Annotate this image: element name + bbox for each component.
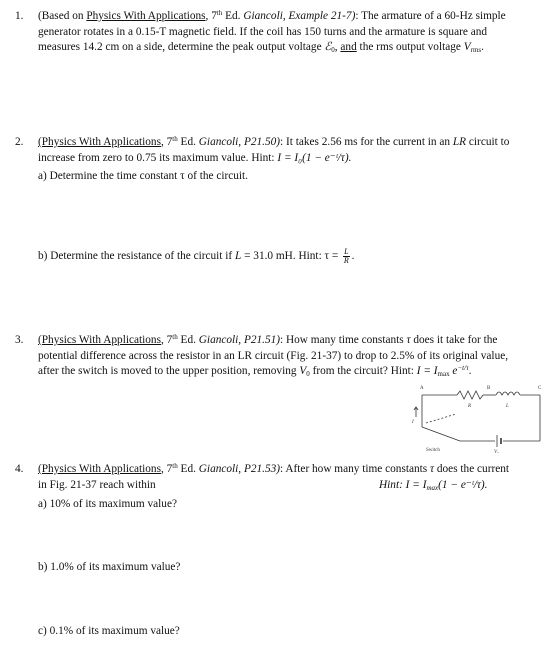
- switch-upper-path: [426, 414, 456, 423]
- hint-formula: I = I: [416, 365, 438, 377]
- question-2a: a) Determine the time constant τ of the circuit.: [38, 170, 249, 182]
- question-number: 1.: [15, 10, 24, 22]
- source-reference: Giancoli, Example 21-7): [243, 10, 356, 22]
- label-a: A: [420, 386, 424, 391]
- question-2b: b) Determine the resistance of the circuit if L = 31.0 mH. Hint: τ = $\frac{L}{R}$ .: [38, 247, 355, 265]
- source-reference: Giancoli, P21.51): [198, 334, 281, 346]
- battery-symbol: [497, 435, 501, 447]
- label-r: R: [468, 404, 472, 409]
- fraction-l-over-r: $\frac{L}{R}$: [343, 247, 349, 265]
- source-reference: Giancoli, P21.50): [198, 136, 281, 148]
- current-arrow: [414, 407, 418, 417]
- question-4c: c) 0.1% of its maximum value?: [38, 625, 180, 637]
- label-i: I: [412, 420, 414, 425]
- question-text: (Physics With Applications, 7th Ed. Giancoli, P21.51): How many time constants τ does it take for the potential difference across the resistor in an LR circuit (Fig. 21-37) to drop to 2.5% of its original value, after the switch is moved to the upper position, removing $V_0$ from the circuit? Hint: $I = I_{max}$ $e^{-t/\tau}$.: [38, 333, 509, 378]
- label-v0: V₀: [494, 450, 499, 453]
- hint-formula: Hint: $I = I_{max}(1$ − e⁻ᵗ/τ).: [379, 479, 488, 492]
- label-c: C: [538, 386, 542, 391]
- circuit-svg: [412, 383, 544, 453]
- question-number: 2.: [15, 136, 24, 148]
- question-text: (Physics With Applications, 7th Ed. Giancoli, P21.50): It takes 2.56 ms for the current in an LR circuit to increase from zero to 0.75 its maximum value. Hint: I = I₀(1 − e⁻ᵗ/τ).: [38, 135, 510, 164]
- question-text: (Physics With Applications, 7th Ed. Giancoli, P21.53): After how many time constants τ does the current in Fig. 21-37 reach within: [38, 462, 510, 491]
- question-4a: a) 10% of its maximum value?: [38, 498, 177, 510]
- label-l: L: [506, 404, 509, 409]
- source-reference: Giancoli, P21.53): [198, 463, 281, 475]
- label-switch: Switch: [426, 448, 440, 453]
- book-title: Physics With Applications: [86, 10, 206, 22]
- book-title: (Physics With Applications: [38, 334, 161, 346]
- resistor-symbol: [457, 391, 483, 399]
- switch-blade: [422, 427, 460, 441]
- book-title: (Physics With Applications: [38, 463, 161, 475]
- circuit-diagram: [412, 383, 544, 453]
- book-title: (Physics With Applications: [38, 136, 161, 148]
- hint-formula: I = I₀(1 − e⁻ᵗ/τ).: [277, 151, 352, 164]
- question-number: 3.: [15, 334, 24, 346]
- question-number: 4.: [15, 463, 24, 475]
- question-text: (Based on Physics With Applications, 7th Ed. Giancoli, Example 21-7): The armature of a 60-Hz simple generator rotates in a 0.15-T magnetic field. If the coil has 150 turns and the armature is square and measures 14.2 cm on a side, determine the peak output voltage ℰ$_0$, and the rms output voltage $V_{rms}$.: [38, 9, 506, 54]
- inductor-symbol: [496, 392, 520, 395]
- label-b: B: [487, 386, 491, 391]
- question-4b: b) 1.0% of its maximum value?: [38, 561, 181, 573]
